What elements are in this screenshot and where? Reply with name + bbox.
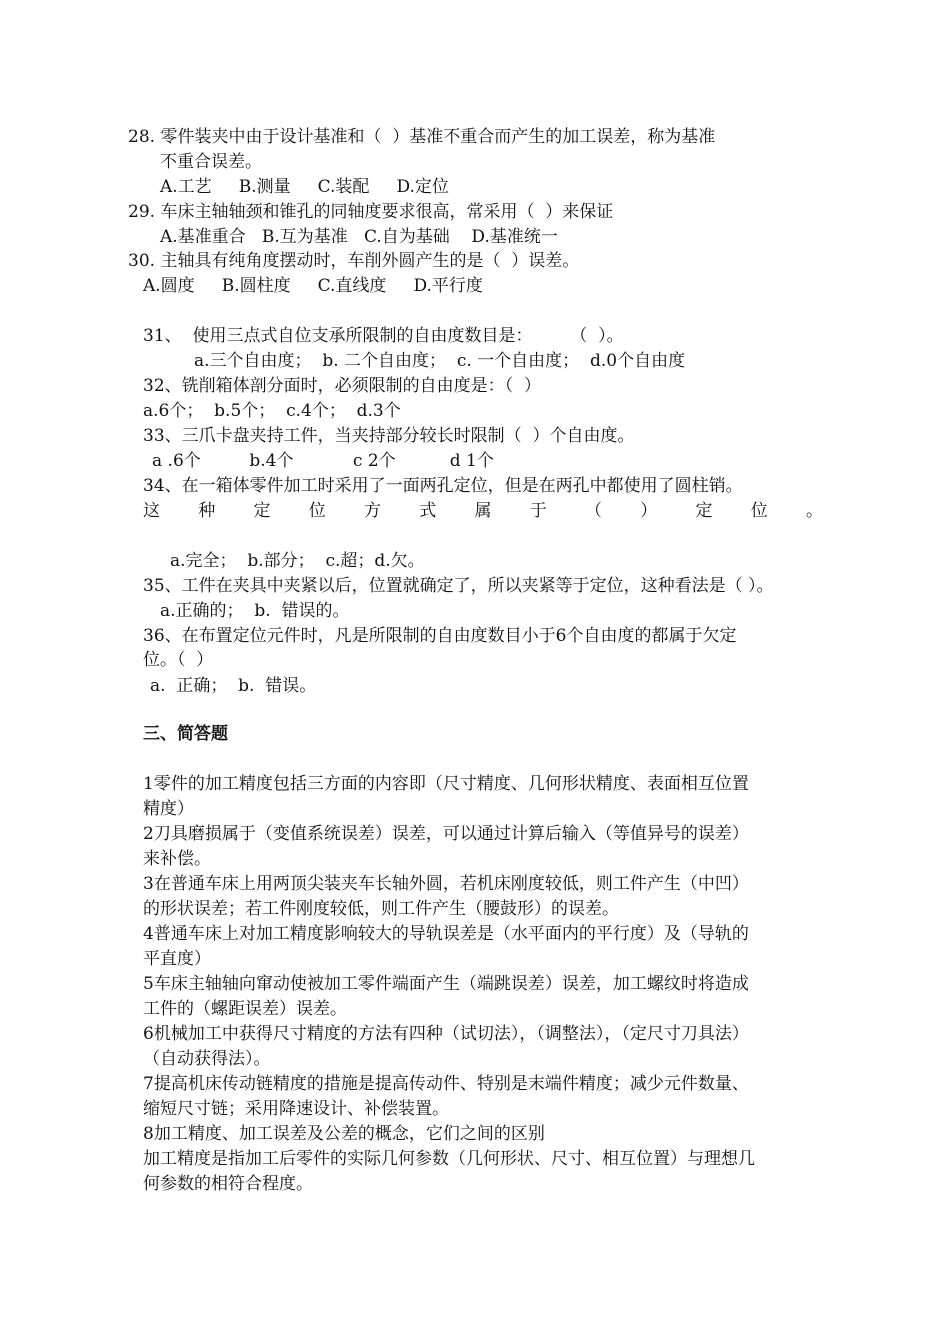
answer-line: 6机械加工中获得尺寸精度的方法有四种（试切法），（调整法），（定尺寸刀具法） [143,1024,749,1044]
q34-char: 这 [143,501,160,521]
question-35-options: a.正确的； b. 错误的。 [160,601,350,621]
q34-char: （ [585,501,602,521]
q34-char: 位 [308,501,326,521]
answer-line: 4普通车床上对加工精度影响较大的导轨误差是（水平面内的平行度）及（导轨的 [143,924,749,944]
question-33-options: a .6个 b.4个 c 2个 d 1个 [152,451,494,471]
question-34-line-1: 34、在一箱体零件加工时采用了一面两孔定位，但是在两孔中都使用了圆柱销。 [143,476,743,496]
question-28-options: A.工艺 B.测量 C.装配 D.定位 [160,177,449,197]
question-32-line-1: 32、铣削箱体剖分面时，必须限制的自由度是：（ ） [143,376,541,396]
question-35-line-1: 35、工件在夹具中夹紧以后，位置就确定了，所以夹紧等于定位，这种看法是（ ）。 [143,576,774,596]
answer-line: （自动获得法）。 [143,1049,271,1069]
question-31-line-1: 31、 使用三点式自位支承所限制的自由度数目是： （ ）。 [143,326,624,346]
answer-line: 加工精度是指加工后零件的实际几何参数（几何形状、尺寸、相互位置）与理想几 [143,1149,755,1169]
question-34-line-2 [143,499,823,523]
answer-line: 1零件的加工精度包括三方面的内容即（尺寸精度、几何形状精度、表面相互位置 [143,774,749,794]
q34-char: 方 [364,501,381,521]
answer-line: 5车床主轴轴向窜动使被加工零件端面产生（端跳误差）误差，加工螺纹时将造成 [143,974,749,994]
question-34-options: a.完全； b.部分； c.超；d.欠。 [170,551,425,571]
answer-line: 平直度） [143,949,211,969]
question-36-options: a. 正确； b. 错误。 [150,676,317,696]
question-29-options: A.基准重合 B.互为基准 C.自为基础 D.基准统一 [160,227,558,247]
question-29-line-1: 29. 车床主轴轴颈和锥孔的同轴度要求很高，常采用（ ）来保证 [128,202,614,222]
question-33-line-1: 33、三爪卡盘夹持工件，当夹持部分较长时限制（ ）个自由度。 [143,426,635,446]
answer-line: 的形状误差；若工件刚度较低，则工件产生（腰鼓形）的误差。 [143,899,619,919]
question-36-line-2: 位。（ ） [143,650,214,670]
answer-line: 何参数的相符合程度。 [143,1174,313,1194]
question-28-line-2: 不重合误差。 [160,152,262,172]
answer-line: 3在普通车床上用两顶尖装夹车长轴外圆，若机床刚度较低，则工件产生（中凹） [143,874,749,894]
question-30-options: A.圆度 B.圆柱度 C.直线度 D.平行度 [143,276,483,296]
question-31-options: a.三个自由度； b. 二个自由度； c. 一个自由度； d.0个自由度 [194,351,686,371]
answer-line: 7提高机床传动链精度的措施是提高传动件、特别是末端件精度；减少元件数量、 [143,1074,749,1094]
q34-char: 于 [529,501,547,521]
question-28-line-1: 28. 零件装夹中由于设计基准和（ ）基准不重合而产生的加工误差，称为基准 [128,127,716,147]
q34-char: 属 [474,501,492,521]
answer-line: 来补偿。 [143,849,211,869]
section-heading: 三、简答题 [143,724,228,744]
question-30-line-1: 30. 主轴具有纯角度摆动时，车削外圆产生的是（ ）误差。 [128,251,580,271]
answer-line: 8加工精度、加工误差及公差的概念，它们之间的区别 [143,1124,545,1144]
q34-char: 式 [419,501,437,521]
question-36-line-1: 36、在布置定位元件时，凡是所限制的自由度数目小于6个自由度的都属于欠定 [143,626,737,646]
answer-line: 2刀具磨损属于（变值系统误差）误差，可以通过计算后输入（等值异号的误差） [143,824,749,844]
answer-line: 工件的（螺距误差）误差。 [143,999,347,1019]
q34-char: 定 [253,501,271,521]
q34-char: 种 [198,501,216,521]
answer-line: 缩短尺寸链；采用降速设计、补偿装置。 [143,1099,449,1119]
q34-char: 定 [695,501,713,521]
answer-line: 精度） [143,799,194,819]
q34-char: 。 [806,501,823,521]
question-32-options: a.6个； b.5个； c.4个； d.3个 [143,401,401,421]
q34-char: 位 [750,501,768,521]
q34-char: ） [640,501,658,521]
